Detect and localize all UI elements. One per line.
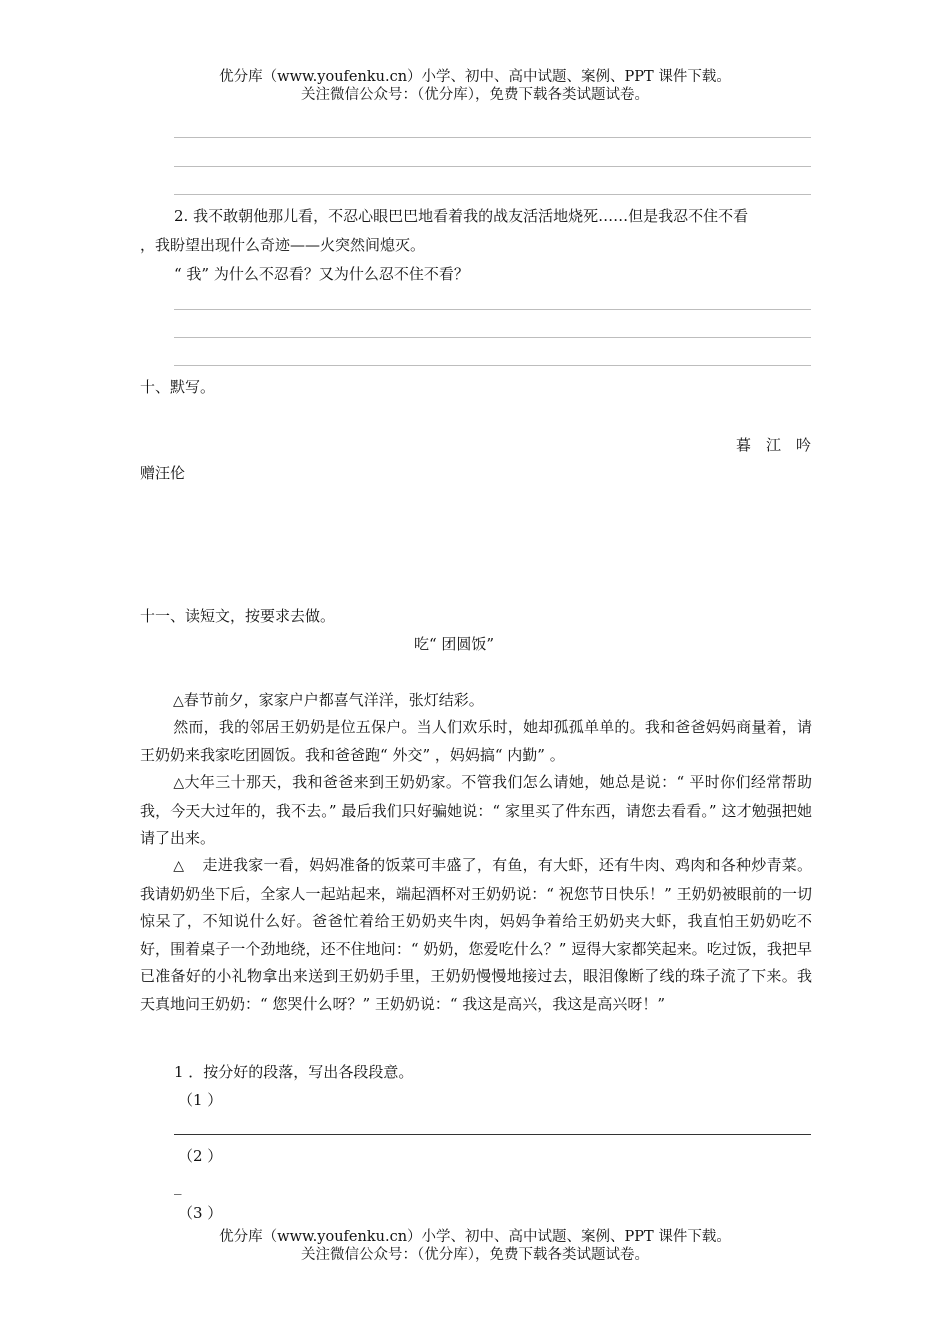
paragraph-3: △大年三十那天，我和爸爸来到王奶奶家。不管我们怎么请她，她总是说：“ 平时你们经常帮助我，今天大过年的，我不去。” 最后我们只好骗她说：“ 家里买了件东西，请您去看看。” 这才勉强把她请了出来。 — [140, 773, 812, 848]
article-title: 吃“ 团圆饭” — [413, 635, 495, 653]
answer-line — [174, 1134, 811, 1135]
answer-line — [174, 365, 811, 366]
triangle-marker: △ — [173, 775, 185, 791]
triangle-marker: △ — [173, 858, 185, 874]
header-line-2: 关注微信公众号：（优分库），免费下载各类试题试卷。 — [301, 87, 649, 103]
paragraph-2: 然而，我的邻居王奶奶是位五保户。当人们欢乐时，她却孤孤单单的。我和爸爸妈妈商量着，请王奶奶来我家吃团圆饭。我和爸爸跑“ 外交” ，妈妈搞“ 内勤” 。 — [140, 718, 812, 764]
answer-dash: _ — [174, 1177, 182, 1195]
q2-line-1: 2. 我不敢朝他那儿看，不忍心眼巴巴地看着我的战友活活地烧死……但是我忍不住不看 — [174, 207, 749, 225]
footer-line-2: 关注微信公众号：（优分库），免费下载各类试题试卷。 — [301, 1247, 649, 1263]
section-10-title: 十、默写。 — [140, 378, 216, 396]
answer-line — [174, 166, 811, 167]
section-11-title: 十一、读短文，按要求去做。 — [140, 607, 336, 625]
item-1-label: （1 ） — [178, 1091, 223, 1109]
answer-line — [174, 194, 811, 195]
q2-line-2: ，我盼望出现什么奇迹——火突然间熄灭。 — [140, 236, 426, 254]
poem-title-2: 赠汪伦 — [140, 464, 186, 482]
task-1: 1 ．按分好的段落，写出各段段意。 — [174, 1063, 414, 1081]
answer-line — [174, 309, 811, 310]
footer-line-1: 优分库（www.youfenku.cn）小学、初中、高中试题、案例、PPT 课件下载。 — [219, 1229, 731, 1245]
triangle-marker: △ — [173, 693, 184, 709]
item-2-label: （2 ） — [178, 1147, 223, 1165]
paragraph-4: △ 走进我家一看，妈妈准备的饭菜可丰盛了，有鱼，有大虾，还有牛肉、鸡肉和各种炒青菜。我请奶奶坐下后，全家人一起站起来，端起酒杯对王奶奶说：“ 祝您节日快乐！” 王奶奶被眼前的一切惊呆了，不知说什么好。爸爸忙着给王奶奶夹牛肉，妈妈争着给王奶奶夹大虾，我直怕王奶奶吃不好，围着桌子一个劲地绕，还不住地问：“ 奶奶，您爱吃什么？” 逗得大家都笑起来。吃过饭，我把早已准备好的小礼物拿出来送到王奶奶手里，王奶奶慢慢地接过去，眼泪像断了线的珠子流了下来。我天真地问王奶奶：“ 您哭什么呀？” 王奶奶说：“ 我这是高兴，我这是高兴呀！” — [140, 856, 812, 1013]
q2-question: “ 我” 为什么不忍看？又为什么忍不住不看？ — [174, 265, 469, 283]
paragraph-1: △春节前夕，家家户户都喜气洋洋，张灯结彩。 — [173, 691, 484, 709]
header-line-1: 优分库（www.youfenku.cn）小学、初中、高中试题、案例、PPT 课件下载。 — [219, 69, 731, 85]
answer-line — [174, 137, 811, 138]
item-3-label: （3 ） — [178, 1204, 223, 1222]
answer-line — [174, 337, 811, 338]
poem-title-1: 暮 江 吟 — [735, 436, 811, 454]
